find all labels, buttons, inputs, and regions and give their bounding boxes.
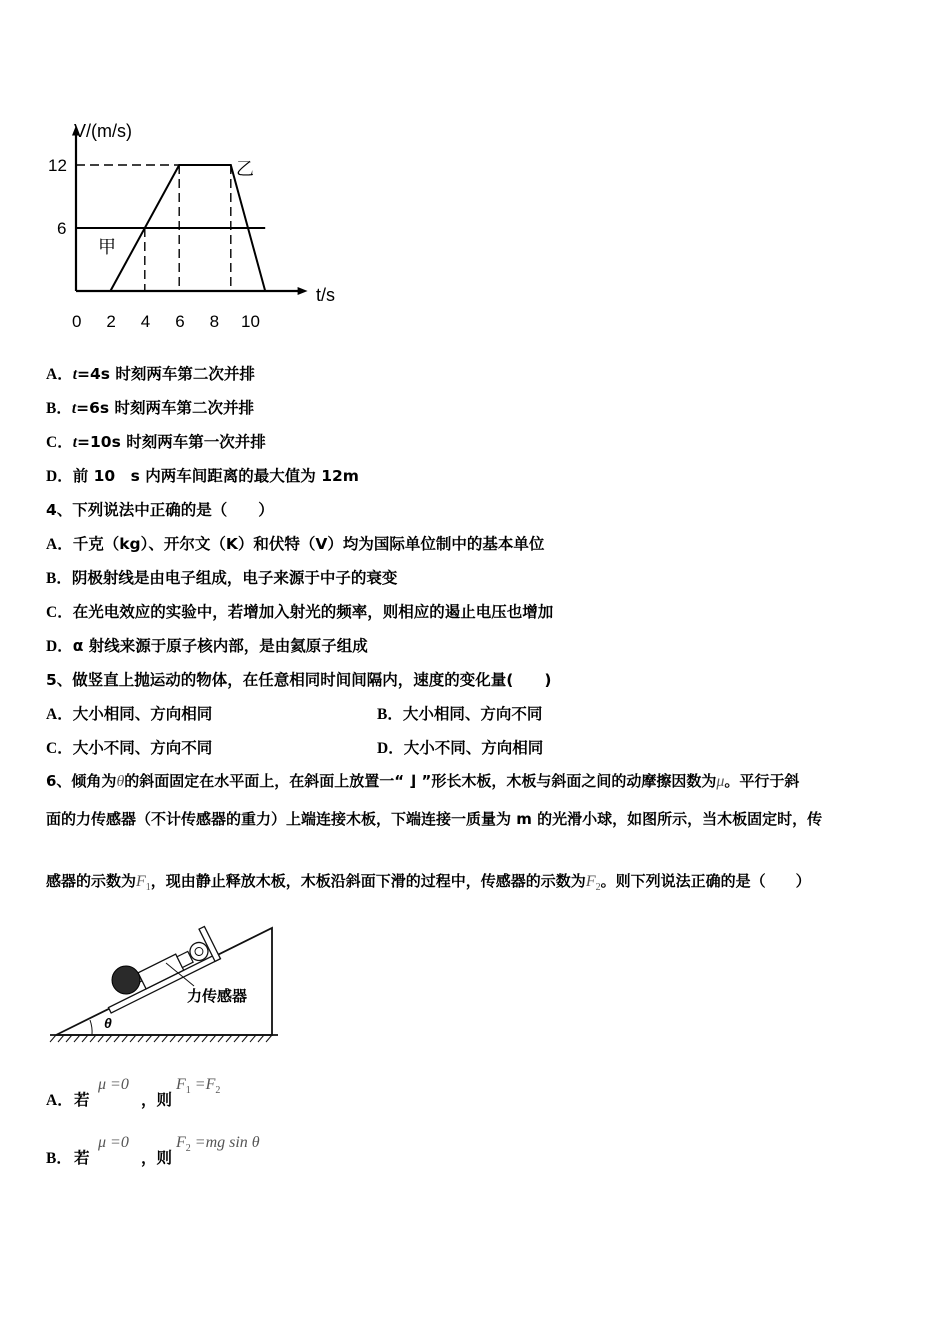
q5-option-b[interactable]: B．大小相同、方向不同 [377, 705, 543, 723]
q4-option-d[interactable]: D．α 射线来源于原子核内部，是由氦原子组成 [46, 637, 368, 655]
angle-label: θ [104, 1015, 112, 1031]
x-tick-label: 6 [175, 312, 185, 331]
q4-option-b[interactable]: B．阴极射线是由电子组成，电子来源于中子的衰变 [46, 569, 398, 587]
x-tick-label: 4 [140, 312, 151, 331]
q5-option-a[interactable]: A．大小相同、方向相同 [46, 705, 213, 723]
series-label-jia: 甲 [98, 237, 116, 257]
vt-chart [40, 115, 370, 340]
y-tick-label: 6 [57, 219, 67, 238]
q3-option-d[interactable]: D．前 10 s 内两车间距离的最大值为 12m [46, 467, 359, 485]
q4-stem: 4、下列说法中正确的是（ ） [46, 501, 274, 519]
x-axis-arrow [298, 287, 308, 295]
x-tick-label: 0 [72, 312, 82, 331]
ground-hatching [50, 1035, 278, 1042]
q6-stem-line-3: 感器的示数为$F_1$，现由静止释放木板，木板沿斜面下滑的过程中，传感器的示数为$F_2$。则下列说法正确的是（ ） [46, 872, 811, 894]
angle-arc [90, 1020, 92, 1035]
q5-option-d[interactable]: D．大小不同、方向相同 [377, 739, 544, 757]
smooth-ball [112, 966, 140, 994]
q3-option-a[interactable]: A．t=4s 时刻两车第二次并排 [46, 365, 255, 383]
x-tick-label: 8 [209, 312, 220, 331]
q4-option-c[interactable]: C．在光电效应的实验中，若增加入射光的频率，则相应的遏止电压也增加 [46, 603, 554, 621]
q4-option-a[interactable]: A．千克（kg）、开尔文（K）和伏特（V）均为国际单位制中的基本单位 [46, 535, 545, 553]
force-sensor-label: 力传感器 [187, 988, 248, 1005]
chart-series [76, 165, 265, 291]
x-tick-label: 10 [241, 312, 260, 331]
chart-axes [72, 126, 308, 296]
series-label-yi: 乙 [236, 159, 254, 179]
y-axis-label: V/(m/s) [74, 121, 132, 141]
q6-stem-line-2: 面的力传感器（不计传感器的重力）上端连接木板，下端连接一质量为 m 的光滑小球，如图所示，当木板固定时，传 [46, 810, 823, 828]
q6-stem-line-1: 6、倾角为θ的斜面固定在水平面上，在斜面上放置一“ ⌋ ”形长木板，木板与斜面之间的动摩擦因数为μ。平行于斜 [46, 772, 800, 790]
y-tick-label: 12 [48, 156, 67, 175]
chart-ticks [48, 156, 260, 331]
x-axis-label: t/s [316, 285, 336, 305]
q3-option-c[interactable]: C．t=10s 时刻两车第一次并排 [46, 433, 266, 451]
q3-option-b[interactable]: B．t=6s 时刻两车第二次并排 [46, 399, 255, 417]
q5-option-c[interactable]: C．大小不同、方向不同 [46, 739, 213, 757]
incline-figure [44, 910, 284, 1048]
q5-stem: 5、做竖直上抛运动的物体，在任意相同时间间隔内，速度的变化量( ) [46, 671, 552, 689]
x-tick-label: 2 [106, 312, 116, 331]
